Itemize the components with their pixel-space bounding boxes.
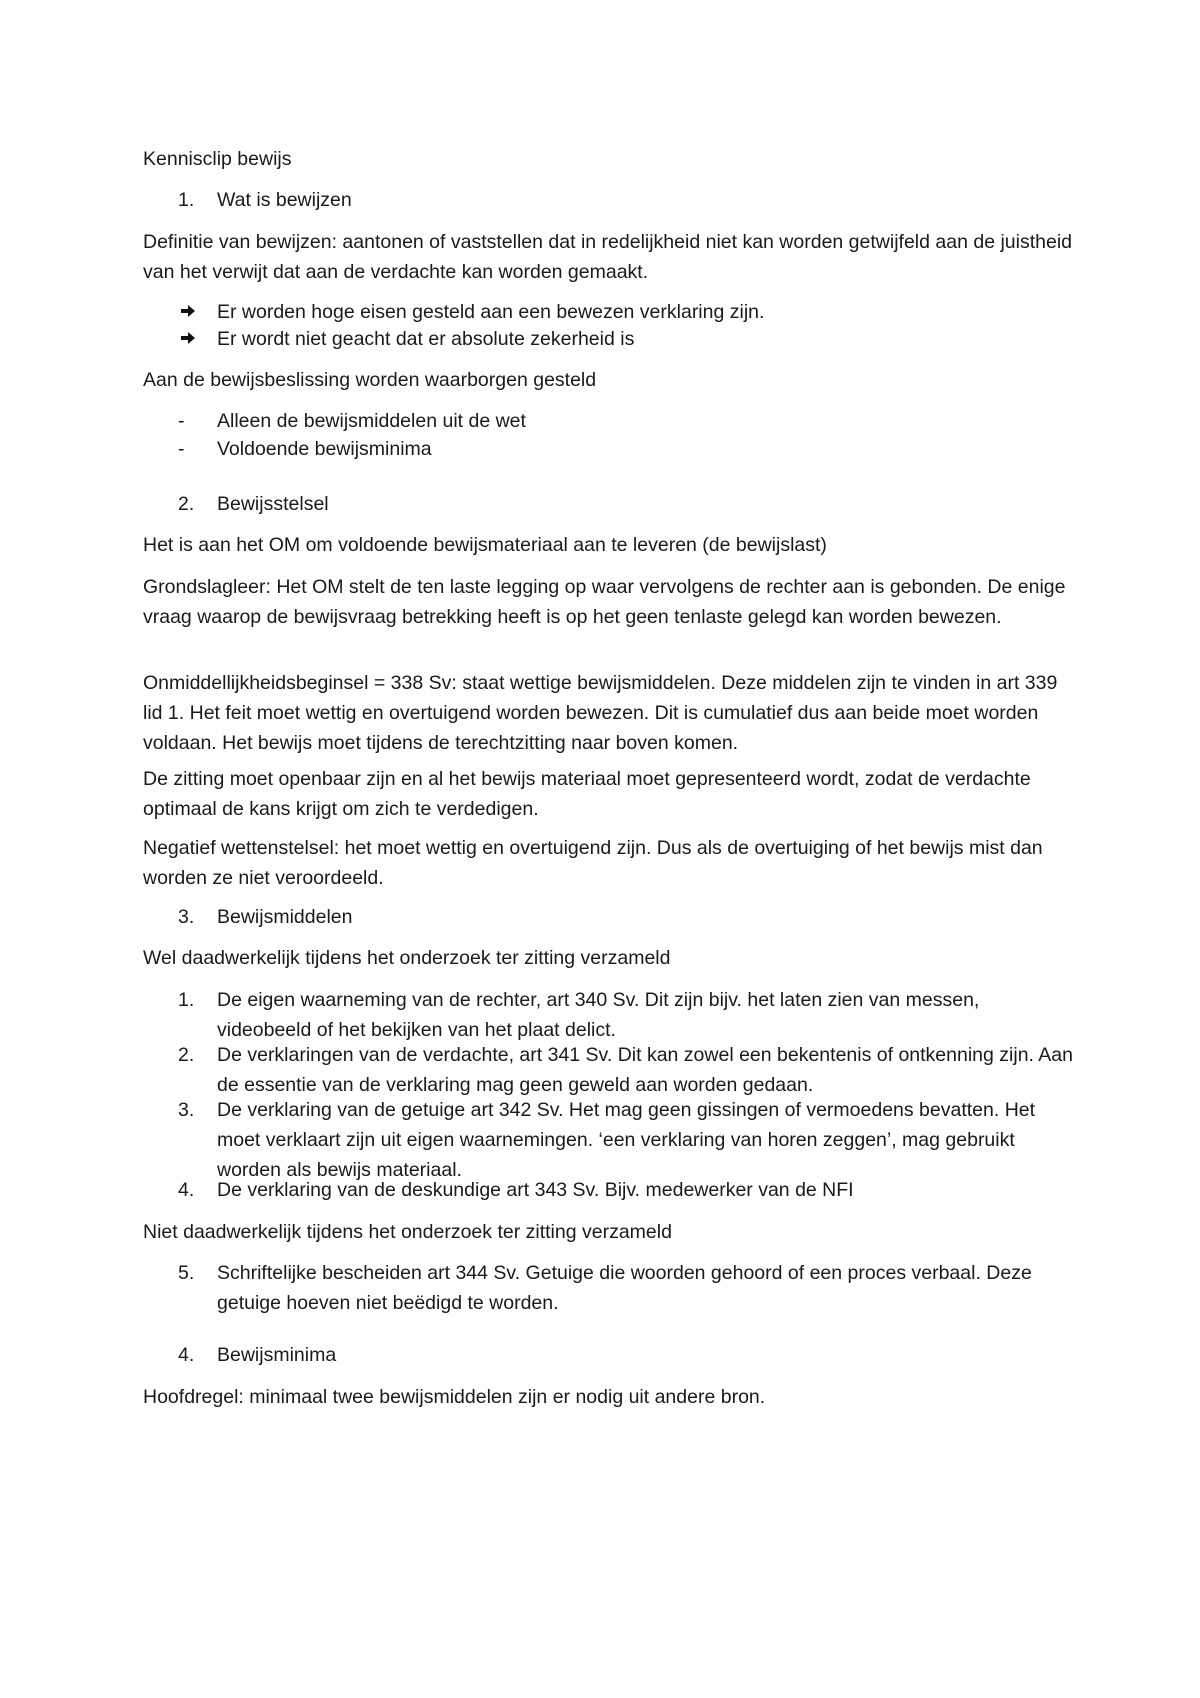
dash-bullet: - — [178, 410, 185, 432]
list-number: 3. — [178, 1099, 195, 1121]
section-heading: Bewijsstelsel — [217, 493, 329, 515]
paragraph: Definitie van bewijzen: aantonen of vaststellen dat in redelijkheid niet kan worden getwijfeld aan de juistheid van het verwijt dat aan de verdachte kan worden gemaakt. — [143, 231, 1073, 283]
dash-list-item: Alleen de bewijsmiddelen uit de wet — [217, 410, 526, 432]
paragraph: Hoofdregel: minimaal twee bewijsmiddelen zijn er nodig uit andere bron. — [143, 1386, 766, 1408]
section-heading: Bewijsmiddelen — [217, 906, 353, 928]
arrow-icon — [180, 324, 196, 354]
paragraph: Niet daadwerkelijk tijdens het onderzoek ter zitting verzameld — [143, 1221, 672, 1243]
list-number: 1. — [178, 989, 195, 1011]
dash-bullet: - — [178, 438, 185, 460]
section-number: 1. — [178, 189, 195, 211]
paragraph: Onmiddellijkheidsbeginsel = 338 Sv: staat wettige bewijsmiddelen. Deze middelen zijn te vinden in art 339 lid 1. Het feit moet wettig en overtuigend worden bewezen. Dit is cumulatief dus aan beide moet worden voldaan. Het bewijs moet tijdens de terechtzitting naar boven komen. — [143, 672, 1058, 754]
list-number: 5. — [178, 1262, 195, 1284]
paragraph: Negatief wettenstelsel: het moet wettig en overtuigend zijn. Dus als de overtuiging of het bewijs mist dan worden ze niet veroordeeld. — [143, 837, 1043, 889]
dash-list-item: Voldoende bewijsminima — [217, 438, 432, 460]
numbered-list-item: De eigen waarneming van de rechter, art 340 Sv. Dit zijn bijv. het laten zien van messen, videobeeld of het bekijken van het plaat delict. — [217, 989, 980, 1041]
numbered-list-item: De verklaringen van de verdachte, art 341 Sv. Dit kan zowel een bekentenis of ontkenning zijn. Aan de essentie van de verklaring mag geen geweld aan worden gedaan. — [217, 1044, 1073, 1096]
numbered-list-item: De verklaring van de deskundige art 343 Sv. Bijv. medewerker van de NFI — [217, 1179, 854, 1201]
section-heading: Bewijsminima — [217, 1344, 337, 1366]
section-number: 2. — [178, 493, 195, 515]
section-number: 4. — [178, 1344, 195, 1366]
paragraph: Het is aan het OM om voldoende bewijsmateriaal aan te leveren (de bewijslast) — [143, 534, 827, 556]
paragraph: Aan de bewijsbeslissing worden waarborgen gesteld — [143, 369, 597, 391]
list-number: 4. — [178, 1179, 195, 1201]
paragraph: Wel daadwerkelijk tijdens het onderzoek ter zitting verzameld — [143, 947, 671, 969]
arrow-icon — [180, 297, 196, 327]
section-heading: Wat is bewijzen — [217, 189, 352, 211]
numbered-list-item: De verklaring van de getuige art 342 Sv. Het mag geen gissingen of vermoedens bevatten. Het moet verklaart zijn uit eigen waarnemingen. ‘een verklaring van horen zeggen’, mag gebruikt worden als bewijs materiaal. — [217, 1099, 1036, 1181]
document-title: Kennisclip bewijs — [143, 148, 292, 170]
list-number: 2. — [178, 1044, 195, 1066]
arrow-list-item: Er wordt niet geacht dat er absolute zekerheid is — [217, 328, 635, 350]
arrow-list-item: Er worden hoge eisen gesteld aan een bewezen verklaring zijn. — [217, 301, 765, 323]
paragraph: Grondslagleer: Het OM stelt de ten laste legging op waar vervolgens de rechter aan is gebonden. De enige vraag waarop de bewijsvraag betrekking heeft is op het geen tenlaste gelegd kan worden bewezen. — [143, 576, 1066, 628]
section-number: 3. — [178, 906, 195, 928]
numbered-list-item: Schriftelijke bescheiden art 344 Sv. Getuige die woorden gehoord of een proces verbaal. Deze getuige hoeven niet beëdigd te worden. — [217, 1262, 1032, 1314]
paragraph: De zitting moet openbaar zijn en al het bewijs materiaal moet gepresenteerd wordt, zodat de verdachte optimaal de kans krijgt om zich te verdedigen. — [143, 768, 1031, 820]
